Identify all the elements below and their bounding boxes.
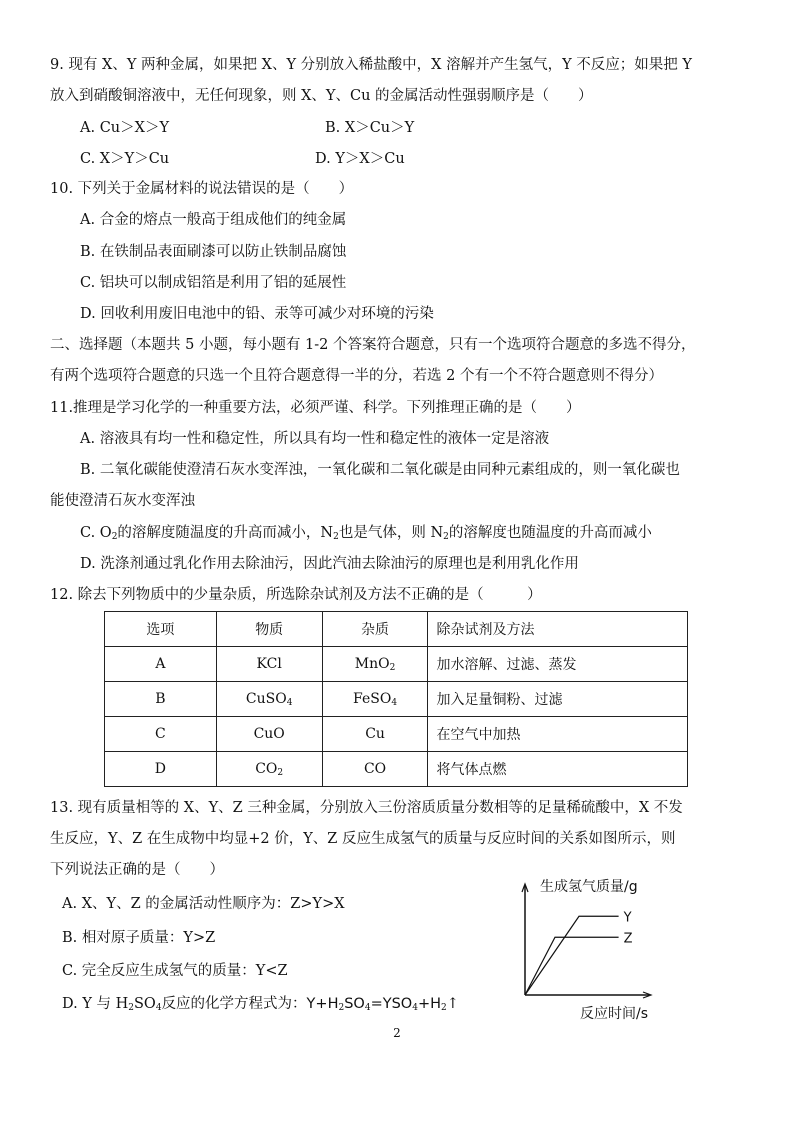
table-cell-method: 在空气中加热 [428,717,688,752]
series-label-z: Z [623,931,633,947]
q10-option-c: C. 铝块可以制成铝箔是利用了铝的延展性 [80,275,347,291]
table-cell-option: C [105,717,217,752]
table-cell-method: 加水溶解、过滤、蒸发 [428,647,688,682]
q9-stem-line2: 放入到硝酸铜溶液中，无任何现象，则 X、Y、Cu 的金属活动性强弱顺序是（ ） [50,88,593,104]
q13-option-b: B. 相对原子质量：Y>Z [62,930,216,946]
table-header-row [105,612,688,647]
q13-option-c: C. 完全反应生成氢气的质量：Y<Z [62,963,288,979]
table-cell-option: B [105,682,217,717]
q9-option-b: B. X＞Cu＞Y [325,120,415,136]
q11-option-c: C. $O_2$的溶解度随温度的升高而减小，$N_2$也是气体，则 $N_2$的溶解度也随温度的升高而减小 [80,525,652,542]
table-cell-impurity: Cu [322,717,428,752]
table-cell-impurity: CO [322,752,428,787]
q9-option-a: A. Cu＞X＞Y [80,120,170,136]
table-cell-option: D [105,752,217,787]
section2-instructions-line2: 有两个选项符合题意的只选一个且符合题意得一半的分，若选 2 个有一个不符合题意则不得分） [50,368,663,384]
table-row [105,752,688,787]
chart-x-axis-title: 反应时间/s [580,1006,649,1022]
page-number: 2 [393,1026,401,1040]
chart-y-axis-title: 生成氢气质量/g [540,879,638,895]
series-line-z [525,937,619,995]
q10-option-d: D. 回收利用废旧电池中的铅、汞等可减少对环境的污染 [80,306,434,322]
q13-option-a: A. X、Y、Z 的金属活动性顺序为：Z>Y>X [62,896,345,912]
table-cell-option: A [105,647,217,682]
q13-stem-line2: 生反应，Y、Z 在生成物中均显+2 价，Y、Z 反应生成氢气的质量与反应时间的关系如图所示，则 [50,831,676,847]
series-label-y: Y [623,910,632,926]
table-cell-impurity: FeSO$_4$ [322,682,428,717]
q9-option-c: C. X＞Y＞Cu [80,151,170,167]
q13-stem-line3: 下列说法正确的是（ ） [50,862,224,878]
q13-stem-line1: 13. 现有质量相等的 X、Y、Z 三种金属，分别放入三份溶质质量分数相等的足量稀硫酸中，X 不发 [50,800,683,816]
table-cell-substance: KCl [216,647,322,682]
q13-option-d: D. Y 与 $H_2SO_4$反应的化学方程式为：$Y+H_2SO_4=YSO_4+H_2↑$ [62,996,459,1013]
table-cell-substance: CuO [216,717,322,752]
q10-option-b: B. 在铁制品表面刷漆可以防止铁制品腐蚀 [80,244,347,260]
table-header-cell: 物质 [216,612,322,647]
q10-option-a: A. 合金的熔点一般高于组成他们的纯金属 [80,212,347,228]
table-cell-impurity: MnO$_2$ [322,647,428,682]
table-cell-substance: $CO_2$ [216,752,322,787]
table-header-cell: 杂质 [322,612,428,647]
q11-stem: 11.推理是学习化学的一种重要方法，必须严谨、科学。下列推理正确的是（ ） [50,400,581,416]
table-header-cell: 选项 [105,612,217,647]
q11-option-d: D. 洗涤剂通过乳化作用去除油污，因此汽油去除油污的原理也是利用乳化作用 [80,556,579,572]
q9-option-d: D. Y＞X＞Cu [315,151,405,167]
q11-option-a: A. 溶液具有均一性和稳定性，所以具有均一性和稳定性的液体一定是溶液 [80,431,550,447]
q11-option-b-line1: B. 二氧化碳能使澄清石灰水变浑浊，一氧化碳和二氧化碳是由同种元素组成的，则一氧化碳也 [80,462,680,478]
table-header-cell: 除杂试剂及方法 [428,612,688,647]
q12-stem: 12. 除去下列物质中的少量杂质，所选除杂试剂及方法不正确的是（ ） [50,587,542,603]
series-line-y [525,916,619,995]
q12-table [104,611,688,787]
q10-stem: 10. 下列关于金属材料的说法错误的是（ ） [50,181,354,197]
table-row [105,647,688,682]
q9-stem-line1: 9. 现有 X、Y 两种金属，如果把 X、Y 分别放入稀盐酸中，X 溶解并产生氢气，Y 不反应；如果把 Y [50,57,692,73]
table-cell-method: 加入足量铜粉、过滤 [428,682,688,717]
table-cell-substance: CuSO$_4$ [216,682,322,717]
q11-option-b-line2: 能使澄清石灰水变浑浊 [50,493,195,509]
section2-instructions-line1: 二、选择题（本题共 5 小题，每小题有 1-2 个答案符合题意，只有一个选项符合题意的多选不得分， [50,337,696,353]
table-row [105,682,688,717]
table-cell-method: 将气体点燃 [428,752,688,787]
table-row [105,717,688,752]
hydrogen-mass-chart [505,880,655,1000]
